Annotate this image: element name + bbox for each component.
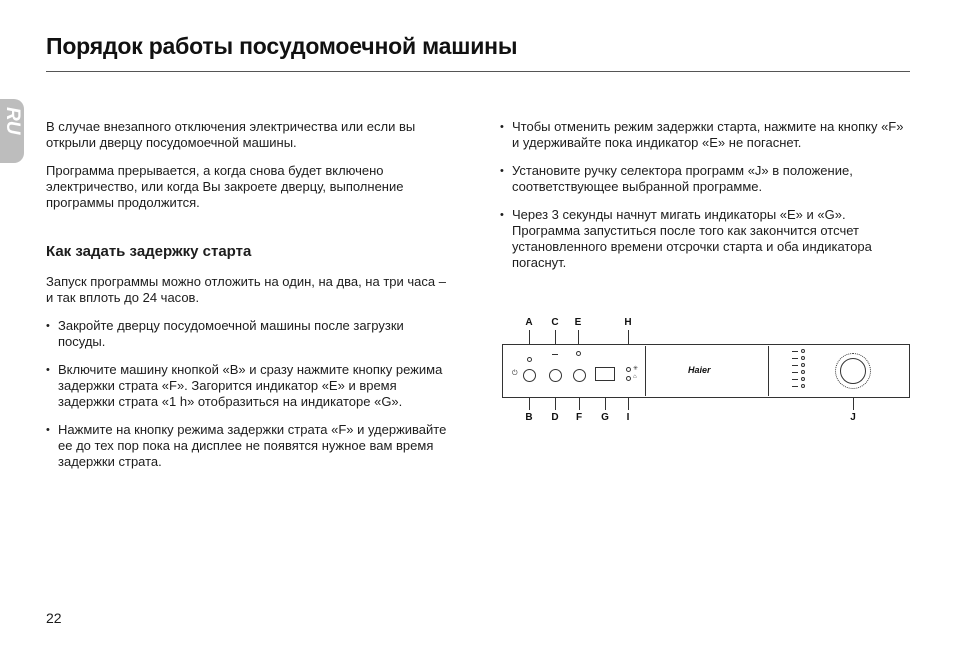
label-b: B — [525, 412, 533, 423]
brand-logo: Haier — [688, 365, 711, 375]
title-divider — [46, 71, 910, 72]
label-h: H — [624, 317, 632, 328]
language-tab — [0, 99, 24, 163]
list-item: • Нажмите на кнопку режима задержки страта «F» и удерживайте ее до тех пор пока на дисплее не появятся нужное вам время задержки страта. — [46, 422, 454, 470]
list-item: • Через 3 секунды начнут мигать индикаторы «E» и «G». Программа запуститься после того как закончится отсчет установленного времени отсрочки старта и оба индикатора погаснут. — [500, 207, 909, 271]
panel-divider-right — [768, 346, 769, 396]
indicator-i — [626, 376, 631, 381]
program-light — [801, 356, 805, 360]
right-bullet-list — [500, 119, 909, 271]
section-heading-delay-start: Как задать задержку старта — [46, 243, 252, 260]
program-light — [801, 363, 805, 367]
delay-intro-paragraph: Запуск программы можно отложить на один, на два, на три часа – и так вплоть до 24 часов. — [46, 274, 446, 305]
page-title: Порядок работы посудомоечной машины — [46, 33, 518, 59]
program-indicator — [792, 358, 798, 359]
program-light — [801, 370, 805, 374]
right-column — [500, 119, 909, 283]
power-symbol-icon: ⏻ — [512, 370, 518, 377]
label-i: I — [626, 412, 630, 423]
delay-start-button-f — [573, 369, 586, 382]
program-indicator — [792, 365, 798, 366]
list-item: • Закройте дверцу посудомоечной машины после загрузки посуды. — [46, 318, 454, 350]
label-g: G — [601, 412, 609, 423]
salt-icon: ⌂ — [633, 374, 637, 380]
selector-inner-ring — [840, 358, 866, 384]
indicator-a — [527, 357, 532, 362]
list-item: • Включите машину кнопкой «B» и сразу нажмите кнопку режима задержки страта «F». Загорится индикатор «E» и время задержки страта «1 h» отобразиться на индикаторе «G». — [46, 362, 454, 410]
program-indicator — [792, 386, 798, 387]
page-number: 22 — [46, 610, 62, 626]
indicator-c — [552, 354, 558, 355]
left-column — [46, 119, 454, 482]
program-light — [801, 349, 805, 353]
label-f: F — [575, 412, 583, 423]
program-indicator — [792, 379, 798, 380]
list-item: • Чтобы отменить режим задержки старта, нажмите на кнопку «F» и удерживайте пока индикатор «E» не погаснет. — [500, 119, 909, 151]
program-light — [801, 377, 805, 381]
label-d: D — [551, 412, 559, 423]
button-d — [549, 369, 562, 382]
rinse-aid-icon: ✳ — [633, 366, 639, 372]
power-outage-paragraph: В случае внезапного отключения электричества или если вы открыли дверцу посудомоечной машины. — [46, 119, 416, 150]
label-c: C — [551, 317, 559, 328]
program-selector-knob-j — [835, 353, 871, 389]
indicator-h — [626, 367, 631, 372]
label-a: A — [525, 317, 533, 328]
left-bullet-list — [46, 318, 454, 470]
indicator-e — [576, 351, 581, 356]
power-button-b — [523, 369, 536, 382]
program-indicator — [792, 372, 798, 373]
label-j: J — [850, 412, 856, 423]
program-indicator — [792, 351, 798, 352]
program-light — [801, 384, 805, 388]
program-resume-paragraph: Программа прерывается, а когда снова будет включено электричество, или когда Вы закроете дверцу, выполнение программы продолжится. — [46, 163, 404, 210]
label-e: E — [574, 317, 582, 328]
panel-divider-left — [645, 346, 646, 396]
language-tab-label: RU — [2, 107, 23, 135]
display-g — [595, 367, 615, 381]
list-item: • Установите ручку селектора программ «J» в положение, соответствующее выбранной программе. — [500, 163, 909, 195]
